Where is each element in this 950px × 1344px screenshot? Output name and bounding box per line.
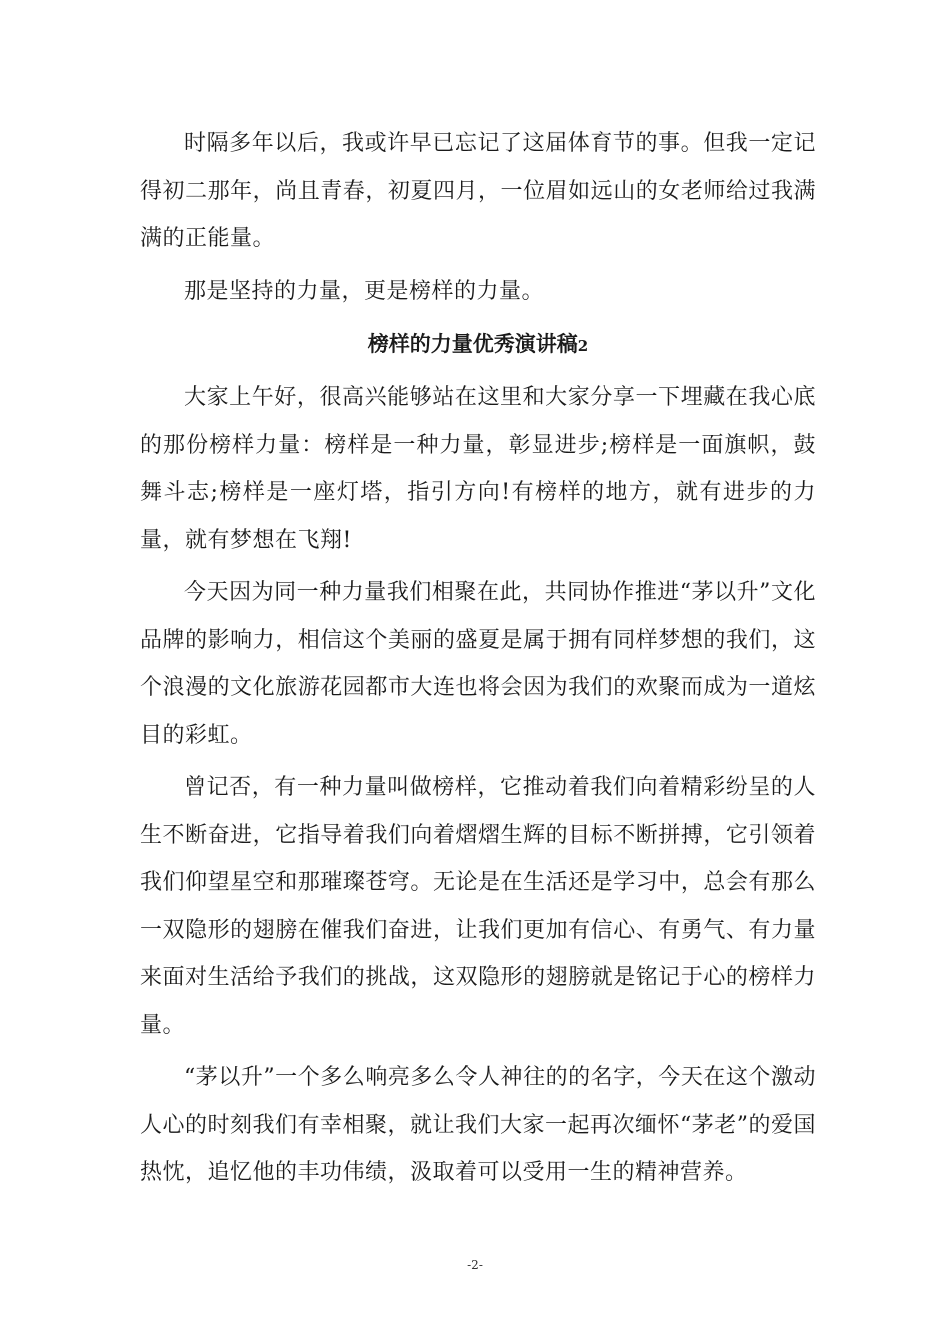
paragraph-5: 曾记否，有一种力量叫做榜样，它推动着我们向着精彩纷呈的人生不断奋进，它指导着我们向着熠熠生辉的目标不断拼搏，它引领着我们仰望星空和那璀璨苍穹。无论是在生活还是学习中，总会有那么一双隐形的翅膀在催我们奋进，让我们更加有信心、有勇气、有力量来面对生活给予我们的挑战，这双隐形的翅膀就是铭记于心的榜样力量。 bbox=[140, 775, 816, 1038]
paragraph-4: 今天因为同一种力量我们相聚在此，共同协作推进“茅以升”文化品牌的影响力，相信这个美丽的盛夏是属于拥有同样梦想的我们，这个浪漫的文化旅游花园都市大连也将会因为我们的欢聚而成为一道炫目的彩虹。 bbox=[140, 580, 816, 748]
section-title bbox=[140, 320, 816, 374]
section-number: 2 bbox=[577, 337, 589, 355]
paragraph-3: 大家上午好，很高兴能够站在这里和大家分享一下埋藏在我心底的那份榜样力量：榜样是一种力量，彰显进步;榜样是一面旗帜，鼓舞斗志;榜样是一座灯塔，指引方向!有榜样的地方，就有进步的力量，就有梦想在飞翔! bbox=[140, 385, 816, 553]
section-title-text: 榜样的力量优秀演讲稿 bbox=[367, 331, 578, 356]
paragraph-1: 时隔多年以后，我或许早已忘记了这届体育节的事。但我一定记得初二那年，尚且青春，初夏四月，一位眉如远山的女老师给过我满满的正能量。 bbox=[140, 131, 816, 251]
paragraph-2: 那是坚持的力量，更是榜样的力量。 bbox=[184, 278, 545, 304]
page-number: -2- bbox=[467, 1258, 483, 1272]
document-body bbox=[140, 120, 816, 1202]
paragraph-6: “茅以升”一个多么响亮多么令人神往的的名字，今天在这个激动人心的时刻我们有幸相聚，就让我们大家一起再次缅怀“茅老”的爱国热忱，追忆他的丰功伟绩，汲取着可以受用一生的精神营养。 bbox=[140, 1065, 816, 1185]
